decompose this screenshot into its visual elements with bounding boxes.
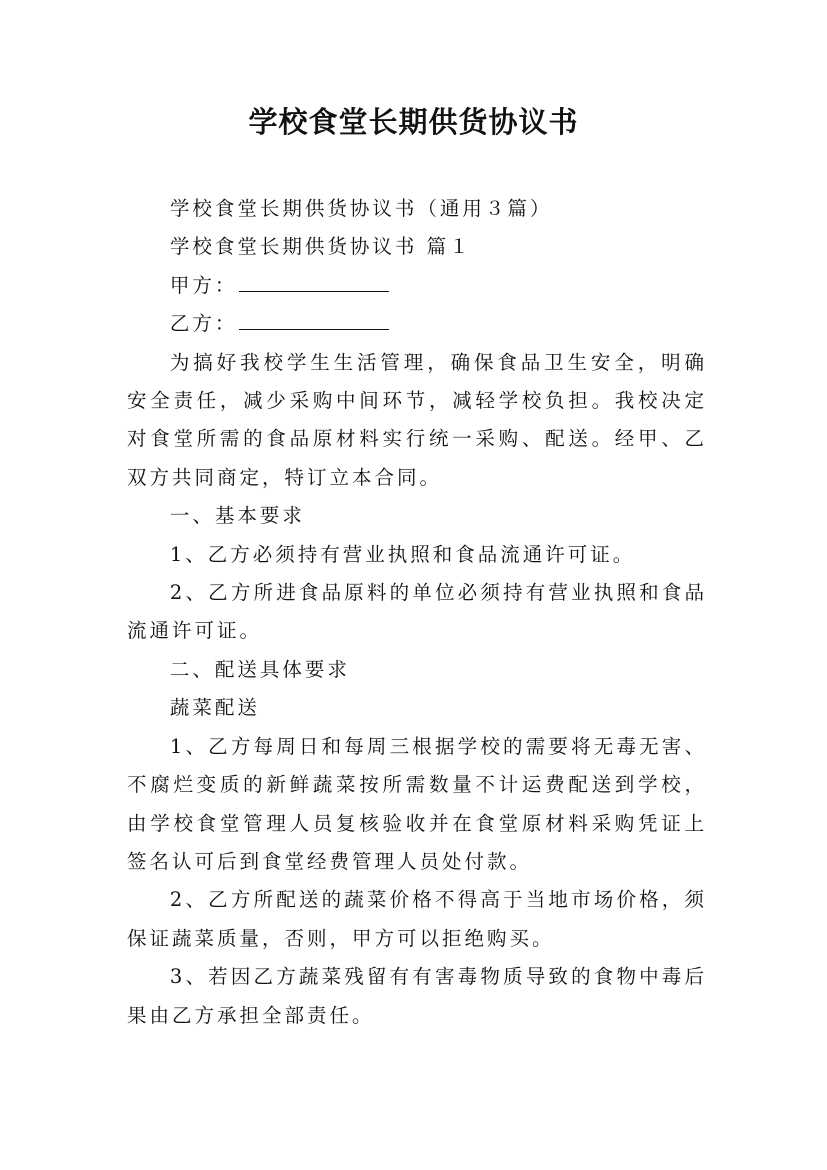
paragraph-delivery-2: 2、乙方所配送的蔬菜价格不得高于当地市场价格，须保证蔬菜质量，否则，甲方可以拒绝购买。: [127, 888, 707, 950]
paragraph-requirement-2: 2、乙方所进食品原料的单位必须持有营业执照和食品流通许可证。: [127, 581, 707, 643]
party-b-line: [127, 305, 707, 343]
heading-basic-requirements: 一、基本要求: [169, 504, 305, 528]
document-title: 学校食堂长期供货协议书: [248, 105, 579, 139]
section-title: 学校食堂长期供货协议书 篇１: [169, 235, 472, 259]
paragraph-delivery-3: 3、若因乙方蔬菜残留有有害毒物质导致的食物中毒后果由乙方承担全部责任。: [127, 965, 707, 1027]
paragraph-delivery-1: 1、乙方每周日和每周三根据学校的需要将无毒无害、不腐烂变质的新鲜蔬菜按所需数量不计运费配送到学校，由学校食堂管理人员复核验收并在食堂原材料采购凭证上签名认可后到食堂经费管理人员处付款。: [127, 734, 707, 873]
subtitle: 学校食堂长期供货协议书（通用３篇）: [169, 197, 553, 220]
party-a-blank: [239, 269, 389, 292]
party-b-blank: [239, 307, 389, 330]
party-a-label: 甲方：: [169, 273, 238, 297]
party-a-line: [127, 267, 707, 305]
paragraph-intro: 为搞好我校学生生活管理，确保食品卫生安全，明确安全责任，减少采购中间环节，减轻学校负担。我校决定对食堂所需的食品原材料实行统一采购、配送。经甲、乙双方共同商定，特订立本合同。: [127, 350, 707, 489]
document-body: [127, 190, 707, 1035]
party-b-label: 乙方：: [169, 312, 238, 336]
paragraph-requirement-1: 1、乙方必须持有营业执照和食品流通许可证。: [169, 542, 636, 566]
heading-vegetable-delivery: 蔬菜配送: [169, 696, 260, 720]
heading-delivery-requirements: 二、配送具体要求: [169, 657, 350, 681]
